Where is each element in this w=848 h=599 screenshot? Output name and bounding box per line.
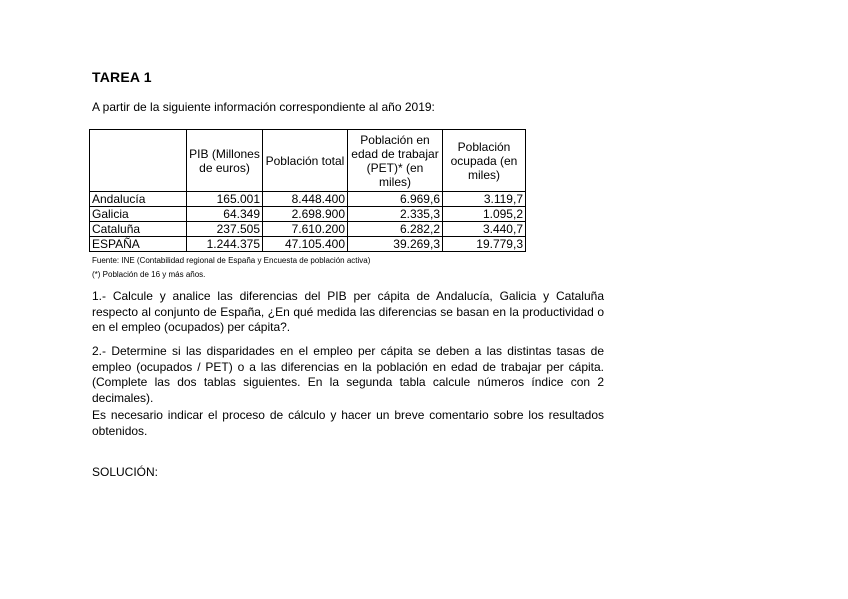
- table-row: [90, 207, 526, 222]
- cell-region: Andalucía: [90, 192, 187, 207]
- cell-poblacion: 2.698.900: [263, 207, 348, 222]
- cell-pet: 39.269,3: [348, 237, 443, 252]
- cell-pet: 6.282,2: [348, 222, 443, 237]
- cell-ocupada: 19.779,3: [443, 237, 526, 252]
- solution-label: SOLUCIÓN:: [92, 465, 159, 479]
- cell-ocupada: 1.095,2: [443, 207, 526, 222]
- table-header-row: [90, 130, 526, 192]
- cell-pet: 2.335,3: [348, 207, 443, 222]
- cell-poblacion: 47.105.400: [263, 237, 348, 252]
- cell-ocupada: 3.440,7: [443, 222, 526, 237]
- source-note: Fuente: INE (Contabilidad regional de España y Encuesta de población activa): [92, 256, 371, 265]
- question-1: 1.- Calcule y analice las diferencias del PIB per cápita de Andalucía, Galicia y Cataluña respecto al conjunto de España, ¿En qué medida las diferencias se basan en la productividad o en el empleo (ocupados) per cápita?.: [92, 289, 604, 334]
- instructions: Es necesario indicar el proceso de cálculo y hacer un breve comentario sobre los resultados obtenidos.: [92, 408, 604, 438]
- header-pib: PIB (Millones de euros): [187, 130, 263, 192]
- cell-region: Cataluña: [90, 222, 187, 237]
- header-pet: Población en edad de trabajar (PET)* (en miles): [348, 130, 443, 192]
- footnote: (*) Población de 16 y más años.: [92, 270, 206, 279]
- cell-ocupada: 3.119,7: [443, 192, 526, 207]
- cell-pib: 237.505: [187, 222, 263, 237]
- question-2: 2.- Determine si las disparidades en el empleo per cápita se deben a las distintas tasas de empleo (ocupados / PET) o a las diferencias en la población en edad de trabajar per cápita. (Complete las dos tablas siguientes. En la segunda tabla calcule números índice con 2 decimales).: [92, 344, 604, 405]
- data-table: [89, 129, 526, 252]
- table-row: [90, 222, 526, 237]
- table-row: [90, 237, 526, 252]
- cell-region: Galicia: [90, 207, 187, 222]
- cell-pib: 64.349: [187, 207, 263, 222]
- header-poblacion-total: Población total: [263, 130, 348, 192]
- task-title: TAREA 1: [92, 69, 152, 85]
- cell-pib: 165.001: [187, 192, 263, 207]
- cell-region: ESPAÑA: [90, 237, 187, 252]
- intro-text: A partir de la siguiente información correspondiente al año 2019:: [92, 100, 435, 114]
- cell-poblacion: 8.448.400: [263, 192, 348, 207]
- cell-pet: 6.969,6: [348, 192, 443, 207]
- cell-poblacion: 7.610.200: [263, 222, 348, 237]
- table-row: [90, 192, 526, 207]
- header-empty: [90, 130, 187, 192]
- header-poblacion-ocupada: Población ocupada (en miles): [443, 130, 526, 192]
- cell-pib: 1.244.375: [187, 237, 263, 252]
